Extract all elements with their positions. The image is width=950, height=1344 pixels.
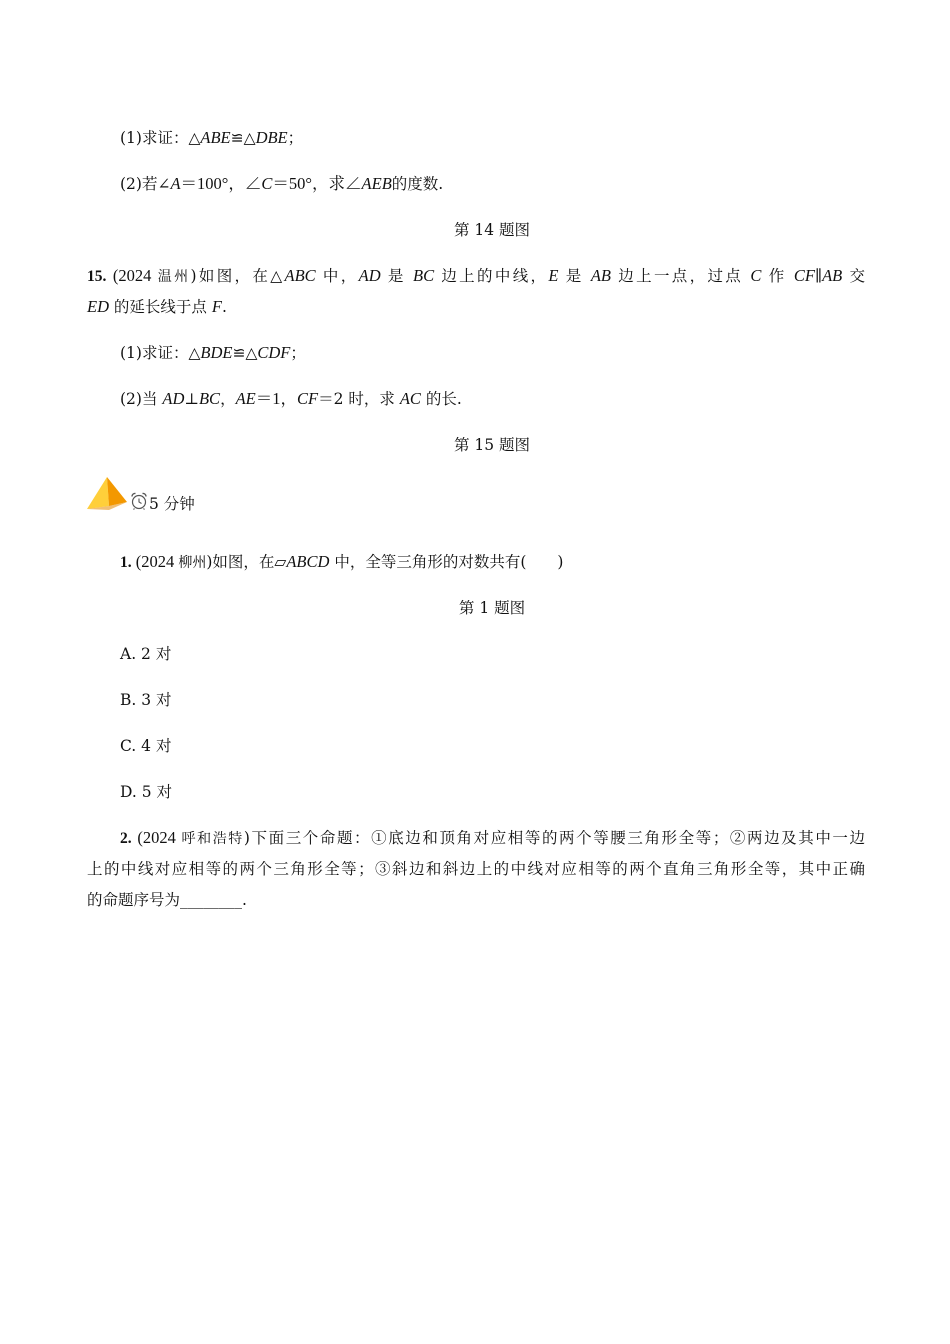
math-ab: AB — [590, 266, 612, 285]
math-ac: AC — [399, 389, 421, 408]
math-bc: BC — [412, 266, 435, 285]
q15-text: )如图，在△ — [190, 267, 285, 285]
question-number: 15. — [87, 268, 107, 285]
math-c: C — [261, 174, 273, 193]
punctuation: ； — [290, 344, 306, 362]
math-ed: ED — [87, 297, 109, 316]
source-year: (2024 — [131, 828, 182, 847]
math-abc: ABC — [284, 266, 316, 285]
option-b[interactable]: B. 3 对 — [120, 691, 172, 709]
q15-stem-line1 — [87, 266, 865, 287]
source-year: (2024 — [106, 266, 158, 285]
q14-part1 — [120, 128, 303, 148]
q15-text: 是 — [558, 267, 591, 285]
q14-part2-text: ＝100°，∠ — [180, 174, 262, 193]
source-city: 温州 — [157, 269, 191, 285]
congruent-symbol: ≌△ — [232, 344, 258, 362]
q15-part1 — [120, 343, 306, 363]
q15-text: 是 — [380, 267, 413, 285]
q15-text: 的延长线于点 — [109, 298, 212, 316]
q14-part1-text: (1)求证：△ — [120, 129, 201, 147]
q14-part2-text: ＝50°，求∠ — [272, 174, 362, 193]
question-number: 2. — [120, 830, 132, 847]
math-cf: CF — [297, 389, 319, 408]
math-cf: CF — [793, 266, 815, 285]
option-c[interactable]: C. 4 对 — [120, 737, 172, 755]
q15-part2-text: ， — [220, 390, 236, 408]
q2-text: )下面三个命题：①底边和顶角对应相等的两个等腰三角形全等；②两边及其中一边 — [243, 829, 865, 847]
math-dbe: DBE — [255, 128, 288, 147]
q1-stem — [120, 552, 563, 573]
source-city: 柳州 — [178, 555, 207, 571]
perpendicular-symbol: ⊥ — [184, 390, 199, 408]
q15-text: 边上的中线， — [434, 267, 549, 285]
q2-stem-line2: 上的中线对应相等的两个三角形全等；③斜边和斜边上的中线对应相等的两个直角三角形全等，其中正确 — [87, 860, 865, 878]
q1-text: )如图，在▱ — [206, 553, 287, 571]
q15-part2-text: ＝2 时，求 — [318, 390, 400, 408]
math-cdf: CDF — [257, 343, 291, 362]
q1-figure-caption: 第 1 题图 — [458, 599, 526, 617]
pyramid-icon — [86, 476, 128, 512]
q14-part2-text: 的度数. — [391, 175, 444, 193]
q14-part2 — [120, 174, 443, 194]
option-d[interactable]: D. 5 对 — [120, 783, 173, 801]
time-label: 5 分钟 — [149, 495, 195, 513]
q2-stem-line3: 的命题序号为________. — [87, 891, 247, 909]
source-year: (2024 — [131, 552, 179, 571]
math-a: A — [170, 174, 181, 193]
q14-figure-caption: 第 14 题图 — [453, 221, 531, 239]
q15-stem-line2 — [87, 297, 227, 317]
punctuation: ； — [287, 129, 304, 147]
math-bde: BDE — [200, 343, 233, 362]
q15-text: 交 — [842, 267, 866, 285]
math-bc: BC — [198, 389, 221, 408]
math-abe: ABE — [200, 128, 231, 147]
q14-part2-text: (2)若∠ — [120, 175, 171, 193]
math-e: E — [548, 266, 559, 285]
q2-stem-line1 — [120, 828, 865, 849]
parallel-symbol: ∥ — [814, 267, 823, 285]
math-ae: AE — [235, 389, 256, 408]
q15-text: 中， — [315, 267, 359, 285]
punctuation: . — [221, 298, 227, 316]
math-aeb: AEB — [361, 174, 392, 193]
question-number: 1. — [120, 554, 132, 571]
math-ad: AD — [162, 389, 185, 408]
q15-part2-text: ＝1， — [255, 389, 297, 408]
q1-text: 中，全等三角形的对数共有( ) — [329, 553, 564, 571]
math-ad: AD — [358, 266, 381, 285]
math-ab: AB — [822, 266, 843, 285]
math-abcd: ABCD — [286, 552, 330, 571]
q15-part1-text: (1)求证：△ — [120, 344, 201, 362]
math-f: F — [211, 297, 222, 316]
option-a[interactable]: A. 2 对 — [120, 645, 172, 663]
q15-figure-caption: 第 15 题图 — [453, 436, 531, 454]
math-c: C — [750, 266, 762, 285]
q15-part2 — [120, 389, 462, 409]
alarm-clock-icon — [129, 491, 149, 511]
congruent-symbol: ≌△ — [230, 129, 256, 147]
q15-part2-text: 的长. — [420, 390, 462, 408]
q15-text: 边上一点，过点 — [611, 267, 751, 285]
q15-text: 作 — [761, 267, 794, 285]
q15-part2-text: (2)当 — [120, 390, 163, 408]
source-city: 呼和浩特 — [181, 831, 244, 847]
